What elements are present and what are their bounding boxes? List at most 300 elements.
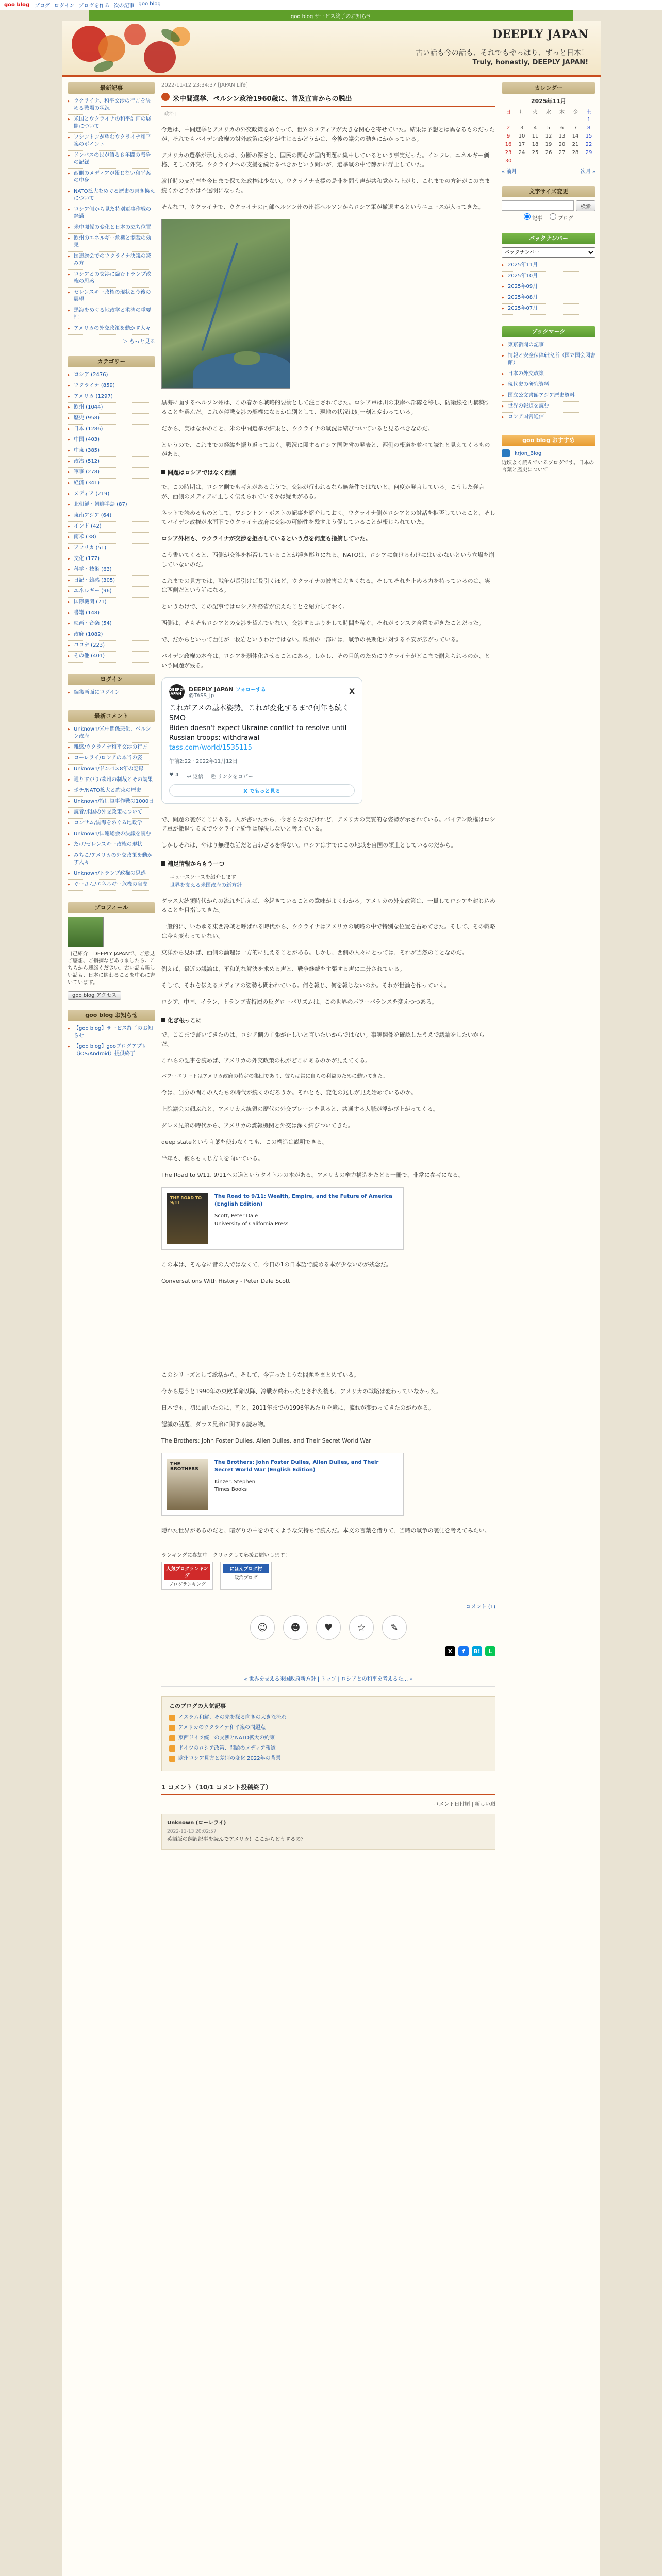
bookmark-link[interactable]: 情報と安全保障研究所（国立国会図書館）: [508, 353, 595, 366]
recommend-heading: goo blog おすすめ: [502, 435, 595, 446]
notice-link[interactable]: 【goo blog】サービス終了のお知らせ: [74, 1026, 153, 1039]
archive-select[interactable]: [502, 247, 595, 258]
list-item[interactable]: [68, 133, 155, 151]
ranking-label: ランキングに参加中。クリックして応援お願いします！: [161, 1553, 290, 1558]
list-item[interactable]: [502, 413, 595, 423]
goo-notice-heading: goo blog お知らせ: [68, 1010, 155, 1021]
post-title-icon: [161, 93, 170, 101]
book-title-link[interactable]: The Brothers: John Foster Dulles, Allen Dulles, and Their Secret World War (English Edition): [214, 1460, 379, 1473]
list-item[interactable]: [502, 391, 595, 402]
list-item[interactable]: [68, 446, 155, 457]
list-item[interactable]: [68, 797, 155, 808]
radio-article[interactable]: [524, 213, 542, 222]
share-buttons: [161, 1646, 495, 1656]
radio-blog-input[interactable]: [550, 213, 556, 220]
calendar-day[interactable]: 27: [558, 149, 566, 156]
comment-link[interactable]: Unknown/ドンバス8年の記録: [74, 766, 144, 772]
blog-title[interactable]: DEEPLY JAPAN: [492, 28, 588, 41]
calendar-day[interactable]: 10: [518, 133, 525, 139]
recent-post-link[interactable]: 欧州のエネルギー危機と制裁の効果: [74, 235, 151, 248]
calendar-day[interactable]: 22: [585, 141, 592, 147]
related-link[interactable]: 東西ドイツ統一の交渉とNATO拡大の約束: [178, 1735, 275, 1741]
list-item[interactable]: [68, 381, 155, 392]
recent-post-link[interactable]: 黒海をめぐる地政学と港湾の重要性: [74, 308, 151, 320]
list-item[interactable]: [68, 587, 155, 598]
heart-icon[interactable]: ♥: [316, 1615, 341, 1640]
list-item[interactable]: [68, 500, 155, 511]
comment-count-link[interactable]: コメント (1): [466, 1604, 495, 1610]
category-list: [68, 370, 155, 663]
notice-link[interactable]: 【goo blog】gooブログアプリ（iOS/Android）提供終了: [74, 1044, 147, 1057]
tweet-text-jp: これがアメの基本姿勢。これが変化するまで何年も続くSMO: [169, 704, 350, 722]
recent-post-link[interactable]: 西側のメディアが報じない和平案の中身: [74, 171, 151, 183]
calendar-day[interactable]: 26: [545, 149, 552, 156]
login-box: [68, 674, 155, 699]
list-item[interactable]: [68, 652, 155, 663]
category-link[interactable]: アフリカ (51): [74, 545, 107, 551]
list-item[interactable]: [68, 641, 155, 652]
leaf-art: [92, 59, 115, 75]
calendar-day[interactable]: 23: [505, 149, 512, 156]
category-link[interactable]: アメリカ (1297): [74, 394, 113, 399]
bookmark-link[interactable]: 世界の報道を読む: [508, 403, 549, 409]
paragraph: ダラス大統領時代からの流れを追えば、今起きていることの意味がよくわかる。アメリカの外交政策は、一貫してロシアを封じ込めることを目指してきた。: [161, 897, 495, 913]
calendar-day[interactable]: 9: [506, 133, 510, 139]
list-item[interactable]: [68, 565, 155, 576]
calendar-next-link[interactable]: 次月 »: [580, 169, 595, 175]
calendar-day[interactable]: 11: [532, 133, 539, 139]
list-item[interactable]: [68, 522, 155, 533]
list-item[interactable]: [68, 775, 155, 786]
satellite-map-image[interactable]: [161, 219, 290, 389]
list-item[interactable]: [68, 270, 155, 288]
book-cover[interactable]: THE BROTHERS: [167, 1459, 208, 1510]
category-link[interactable]: 書籍 (148): [74, 610, 100, 616]
paragraph: Conversations With History - Peter Dale Scott: [161, 1278, 290, 1284]
book-title-link[interactable]: The Road to 9/11: Wealth, Empire, and the Future of America (English Edition): [214, 1194, 392, 1207]
recent-posts-box: [68, 82, 155, 345]
list-item[interactable]: [502, 272, 595, 282]
category-link[interactable]: 経済 (341): [74, 480, 100, 486]
blog-subtitle: 古い話も今の話も、それでもやっぱり、ずっと日本！: [415, 49, 588, 57]
calendar-day[interactable]: 13: [558, 133, 566, 139]
list-item[interactable]: [68, 306, 155, 324]
recent-post-link[interactable]: NATO拡大をめぐる歴史の書き換えについて: [74, 189, 155, 201]
list-item[interactable]: [68, 829, 155, 840]
category-link[interactable]: 中東 (385): [74, 448, 100, 453]
list-item[interactable]: [68, 223, 155, 234]
comment-link[interactable]: ローレライ/ロシアの本当の姿: [74, 755, 142, 761]
list-item[interactable]: [68, 630, 155, 641]
calendar-day[interactable]: 1: [587, 116, 591, 123]
list-item[interactable]: [502, 341, 595, 351]
square-bullet-icon: [161, 861, 166, 866]
category-link[interactable]: 東南アジア (64): [74, 513, 112, 518]
list-item[interactable]: [68, 187, 155, 205]
calendar-prev-link[interactable]: « 前月: [502, 169, 517, 175]
list-item[interactable]: [68, 1042, 155, 1060]
list-item[interactable]: [68, 425, 155, 435]
calendar-day[interactable]: 29: [585, 149, 592, 156]
paragraph: ロシア、中国、イラン、トランプ支持層の反グローバリズムは、この世界のパワーバランスを変えつつある。: [161, 998, 438, 1005]
related-link[interactable]: 欧州ロシア見方と差別の変化 2022年の背景: [178, 1756, 281, 1761]
tweet-embed[interactable]: [161, 677, 362, 804]
list-item[interactable]: [68, 840, 155, 851]
list-item[interactable]: [68, 725, 155, 743]
list-item[interactable]: [502, 304, 595, 315]
category-link[interactable]: コロナ (223): [74, 642, 105, 648]
calendar-day[interactable]: 21: [572, 141, 579, 147]
goo-notice-box: [68, 1010, 155, 1060]
recent-post-link[interactable]: ドンバスの民が語る８年間の戦争の記録: [74, 152, 151, 165]
calendar-day[interactable]: 12: [545, 133, 552, 139]
list-item[interactable]: [68, 808, 155, 819]
archive-link[interactable]: 2025年08月: [508, 295, 538, 300]
comment-link[interactable]: みちこ/アメリカの外交政策を動かす人々: [74, 853, 153, 866]
list-item[interactable]: [68, 743, 155, 754]
book-card[interactable]: [161, 1453, 404, 1516]
recent-post-link[interactable]: ロシアとの交渉に臨むトランプ政権の思惑: [74, 272, 151, 284]
profile-image[interactable]: [68, 917, 104, 947]
page: [62, 21, 600, 2576]
paragraph: この本は、そんなに昔の人ではなくて、今日の1の日本語で読める本が少ないのが残念だ。: [161, 1261, 392, 1268]
search-input[interactable]: [502, 200, 574, 211]
comments-heading: 1 コメント（10/1 コメント投稿終了）: [161, 1783, 495, 1795]
book-card[interactable]: [161, 1187, 404, 1250]
tweet-name[interactable]: DEEPLY JAPAN: [189, 686, 234, 693]
list-item[interactable]: [68, 414, 155, 425]
paragraph: 今から思うと1990年の東欧革命以降、冷戦が終わったとされた後も、アメリカの戦略は変わっていなかった。: [161, 1388, 442, 1395]
list-item[interactable]: [68, 869, 155, 880]
paragraph: というので、これまでの経緯を振り返っておく。戦況に関するロシア国防省の発表と、西側の報道を並べて読むと見えてくるものがある。: [161, 442, 490, 457]
archive-link[interactable]: 2025年10月: [508, 273, 538, 279]
list-item[interactable]: [169, 1745, 488, 1752]
archive-link[interactable]: 2025年11月: [508, 262, 538, 268]
bookmark-list: [502, 341, 595, 423]
list-item[interactable]: [68, 403, 155, 414]
list-item[interactable]: [68, 765, 155, 775]
comment-author[interactable]: Unknown (ローレライ): [167, 1820, 226, 1826]
paragraph: 隠れた世界があるのだと、暗がりの中をのぞくような気持ちで読んだ。本文の言葉を借りて、当時の戦争の裏側を考えてみたい。: [161, 1527, 490, 1534]
recommend-box: [502, 435, 595, 474]
x-share-icon[interactable]: X: [445, 1646, 455, 1656]
recent-post-link[interactable]: 国連総会でのウクライナ決議の読み方: [74, 253, 151, 266]
list-item[interactable]: [68, 1024, 155, 1042]
comment-link[interactable]: ポチ/NATO拡大と約束の歴史: [74, 788, 141, 793]
calendar-day[interactable]: 25: [532, 149, 539, 156]
goo-nav-next[interactable]: 次の記事: [113, 3, 135, 9]
category-link[interactable]: 北朝鮮・朝鮮半島 (87): [74, 502, 127, 507]
calendar-box: [502, 82, 595, 175]
calendar-day[interactable]: 3: [520, 125, 524, 131]
list-item[interactable]: [502, 380, 595, 391]
calendar-day[interactable]: 20: [558, 141, 566, 147]
category-link[interactable]: 映画・音楽 (54): [74, 621, 112, 626]
category-link[interactable]: 南米 (38): [74, 534, 96, 540]
list-item[interactable]: [68, 619, 155, 630]
comment-link[interactable]: Unknown/トランプ政権の思惑: [74, 871, 146, 876]
paragraph: そして、それを伝えるメディアの姿勢も問われている。何を報じ、何を報じないのか。それが世論を作っていく。: [161, 982, 450, 989]
recent-comments-heading: 最新コメント: [68, 710, 155, 722]
bookmark-link[interactable]: 東京新聞の記事: [508, 342, 544, 348]
comment-link[interactable]: ロンサム/黒海をめぐる地政学: [74, 820, 142, 826]
list-item[interactable]: [68, 468, 155, 479]
category-link[interactable]: 中国 (403): [74, 437, 100, 443]
calendar-day[interactable]: 18: [532, 141, 539, 147]
tweet-follow-button[interactable]: フォローする: [235, 687, 266, 693]
calendar-day[interactable]: 30: [505, 158, 512, 164]
calendar-day[interactable]: 14: [572, 133, 579, 139]
calendar-day[interactable]: 19: [545, 141, 552, 147]
blog-access-button[interactable]: goo blog アクセス: [68, 991, 121, 1000]
prev-next-links[interactable]: « 世界を支える米国政府新方針 | トップ | ロシアとの和平を考えるた... »: [244, 1676, 413, 1682]
calendar-day[interactable]: 2: [506, 125, 510, 131]
paragraph: 例えば、最近の議論は、平和的な解決を求める声と、戦争継続を主張する声に二分されている。: [161, 965, 405, 972]
category-link[interactable]: 国際機関 (71): [74, 599, 107, 605]
tweet-time[interactable]: 午前2:22 · 2022年11月12日: [169, 759, 238, 765]
tweet-handle[interactable]: @TASS_Jp: [189, 693, 214, 699]
prev-next-nav: [161, 1670, 495, 1687]
laugh-icon[interactable]: ☻: [283, 1615, 308, 1640]
list-item[interactable]: [169, 1724, 488, 1732]
reply-action[interactable]: [187, 772, 204, 780]
paragraph: これまでの見方では、戦争が長引けば長引くほど、ウクライナの被害は大きくなる。そしてそれを止める力を持っているのは、実は西側だという話になる。: [161, 578, 490, 594]
ranking-badge-nihon[interactable]: [220, 1562, 272, 1590]
recent-post-link[interactable]: 米中関係の変化と日本の立ち位置: [74, 225, 151, 230]
quote-link[interactable]: 世界を支える米国政府の新方針: [170, 883, 242, 888]
list-item[interactable]: [68, 115, 155, 133]
calendar-day[interactable]: 28: [572, 149, 579, 156]
calendar-day[interactable]: 5: [547, 125, 551, 131]
section-heading-text: 問題はロシアではなく西側: [168, 469, 236, 476]
goo-nav-goo[interactable]: goo blog: [138, 1, 161, 7]
category-link[interactable]: ウクライナ (859): [74, 383, 115, 388]
category-link[interactable]: 政治 (512): [74, 459, 100, 464]
calendar-day: [542, 157, 555, 165]
category-link[interactable]: 文化 (177): [74, 556, 100, 562]
list-item[interactable]: [68, 370, 155, 381]
ranking-badge-popular[interactable]: [161, 1562, 213, 1590]
list-item[interactable]: [502, 293, 595, 304]
list-item[interactable]: [68, 97, 155, 115]
list-item[interactable]: [68, 554, 155, 565]
goo-nav-login[interactable]: ログイン: [54, 3, 75, 9]
radio-blog[interactable]: [550, 213, 573, 222]
quote-block: [161, 874, 495, 889]
section-heading: [161, 1016, 495, 1024]
book-cover[interactable]: THE ROAD TO 9/11: [167, 1193, 208, 1244]
service-end-notice[interactable]: goo blog サービス終了のお知らせ: [89, 10, 573, 21]
calendar-month: 2025年11月: [531, 98, 566, 105]
category-link[interactable]: 歴史 (958): [74, 415, 100, 421]
list-item[interactable]: [68, 457, 155, 468]
related-link[interactable]: ドイツのロシア政策、問題のメディア報道: [178, 1745, 276, 1751]
star-icon[interactable]: ☆: [349, 1615, 374, 1640]
post-date: 2022-11-12 23:34:37 [JAPAN Life]: [161, 82, 248, 88]
calendar-day[interactable]: 6: [560, 125, 564, 131]
list-item[interactable]: [68, 598, 155, 608]
list-item[interactable]: [68, 754, 155, 765]
list-item[interactable]: [68, 544, 155, 554]
comment-link[interactable]: Unknown/米中関係悪化、ペルシン政府: [74, 726, 151, 739]
category-link[interactable]: エネルギー (96): [74, 588, 112, 594]
badge-title: にほんブログ村: [223, 1564, 269, 1573]
paragraph: The Road to 9/11, 9/11への道というタイトルの本がある。アメリカの権力構造をたどる一冊で、非常に参考になる。: [161, 1172, 464, 1178]
category-link[interactable]: 日本 (1286): [74, 426, 103, 432]
list-item[interactable]: [68, 511, 155, 522]
comment-sort[interactable]: コメント日付順 | 新しい順: [434, 1802, 495, 1807]
goo-logo[interactable]: goo blog: [4, 2, 29, 8]
related-link[interactable]: アメリカのウクライナ和平案の問題点: [178, 1725, 266, 1731]
list-item[interactable]: [68, 205, 155, 223]
bookmark-heading: ブックマーク: [502, 326, 595, 337]
facebook-share-icon[interactable]: f: [458, 1646, 469, 1656]
post-title-text[interactable]: 米中間選挙、ペルシン政治1960歳に、普及宣言からの脱出: [173, 95, 352, 103]
list-item[interactable]: [68, 489, 155, 500]
search-button[interactable]: 検索: [576, 200, 595, 211]
list-item[interactable]: [68, 288, 155, 306]
post-title[interactable]: [161, 90, 495, 107]
list-item[interactable]: [68, 392, 155, 403]
recent-post-link[interactable]: ロシア側から見た特別軍事作戦の経過: [74, 207, 151, 219]
weekday-label: 土: [586, 109, 591, 115]
archive-link[interactable]: 2025年07月: [508, 306, 538, 311]
category-link[interactable]: 科学・技術 (63): [74, 567, 112, 572]
tweet-text-en: Biden doesn't expect Ukraine conflict to resolve until Russian troops: withdrawal: [169, 724, 347, 742]
calendar-day[interactable]: 16: [505, 141, 512, 147]
calendar-day: [528, 157, 542, 165]
tweet-header: [169, 684, 355, 700]
comment-time: 2022-11-13 20:02:57: [167, 1829, 217, 1834]
category-link[interactable]: インド (42): [74, 523, 102, 529]
category-link[interactable]: 政府 (1082): [74, 632, 103, 637]
tweet-actions: [169, 769, 355, 780]
x-logo-icon[interactable]: X: [349, 688, 355, 696]
comment-link[interactable]: Unknown/国連総会の決議を読む: [74, 831, 151, 837]
radio-article-input[interactable]: [524, 213, 531, 220]
list-item[interactable]: [502, 402, 595, 413]
recent-post-link[interactable]: 米国とウクライナの和平計画の展開について: [74, 116, 151, 129]
tweet-link[interactable]: tass.com/world/1535115: [169, 744, 252, 752]
list-item[interactable]: [68, 786, 155, 797]
calendar-day: [582, 157, 595, 165]
line-share-icon[interactable]: L: [485, 1646, 495, 1656]
bookmark-link[interactable]: 現代史の研究資料: [508, 382, 549, 387]
paragraph: で、問題の裏がここにある。人が書いたから、今さらなのだけれど、アメリカの実質的な姿勢が示されている。バイデン政権はロシア軍が撤退するまでウクライナ紛争は解決しないと考えている。: [161, 816, 495, 832]
calendar-day[interactable]: 8: [587, 125, 591, 131]
copy-link-action[interactable]: [211, 772, 253, 780]
list-item[interactable]: [502, 351, 595, 369]
paragraph: 半年も、彼らも同じ方向を向いている。: [161, 1155, 263, 1162]
comment-link[interactable]: 通りすがり/欧州の制裁とその効果: [74, 777, 153, 783]
bookmark-link[interactable]: ロシア国営通信: [508, 414, 544, 420]
square-bullet-icon: [161, 470, 166, 474]
related-link[interactable]: イスラム和解、その先を探る向きの大きな流れ: [178, 1715, 287, 1720]
recent-post-link[interactable]: アメリカの外交政策を動かす人々: [74, 326, 151, 331]
hatena-share-icon[interactable]: B!: [472, 1646, 482, 1656]
list-item[interactable]: [68, 234, 155, 252]
comment-link[interactable]: たけ/ゼレンスキー政権の現状: [74, 842, 142, 848]
category-link[interactable]: 軍事 (278): [74, 469, 100, 475]
recent-post-link[interactable]: ワシントンが望むウクライナ和平案のポイント: [74, 134, 151, 147]
list-item[interactable]: [68, 608, 155, 619]
archive-link[interactable]: 2025年09月: [508, 284, 538, 290]
category-link[interactable]: 欧州 (1044): [74, 404, 103, 410]
list-item[interactable]: [502, 261, 595, 272]
list-item[interactable]: [68, 880, 155, 891]
goo-nav-create[interactable]: ブログを作る: [78, 3, 110, 9]
comment-link[interactable]: ぐーさん/エネルギー危機の実際: [74, 882, 148, 887]
list-item[interactable]: [169, 1755, 488, 1762]
goo-nav-blog[interactable]: ブログ: [35, 3, 50, 9]
calendar-day: [515, 157, 528, 165]
bookmark-link[interactable]: 国立公文書館アジア歴史資料: [508, 393, 575, 398]
paragraph: 就任時の支持率を今日まで保てた政権は少ない。ウクライナ支援の是非を問う声が共和党から上がり、これまでの方針がこのまま続くかどうかは不透明になった。: [161, 178, 490, 194]
related-heading: このブログの人気記事: [169, 1703, 226, 1709]
list-item[interactable]: [68, 324, 155, 335]
calendar-day[interactable]: 24: [518, 149, 525, 156]
recent-more-link[interactable]: ＞ もっと見る: [122, 339, 155, 345]
list-item[interactable]: [68, 851, 155, 869]
category-link[interactable]: ロシア (2476): [74, 372, 108, 378]
see-more-on-x-button[interactable]: X でもっと見る: [169, 784, 355, 797]
list-item[interactable]: [502, 282, 595, 293]
smile-icon[interactable]: ☺: [250, 1615, 275, 1640]
calendar-day[interactable]: 4: [533, 125, 537, 131]
pencil-icon[interactable]: ✎: [382, 1615, 407, 1640]
post-category[interactable]: | 政治 |: [161, 112, 177, 117]
book-publisher: University of California Press: [214, 1221, 289, 1227]
recent-post-link[interactable]: ゼレンスキー政権の現状と今後の展望: [74, 290, 151, 302]
comment-link[interactable]: 読者/米国の外交政策について: [74, 809, 143, 815]
recent-posts-heading: 最新記事: [68, 82, 155, 94]
list-item[interactable]: [68, 479, 155, 489]
recent-posts-list: [68, 97, 155, 335]
paragraph: 西側は、そもそもロシアとの交渉を望んでいない。交渉するふりをして時間を稼ぐ、それがミンスク合意で起きたことだった。: [161, 620, 485, 626]
category-link[interactable]: メディア (219): [74, 491, 110, 497]
list-item[interactable]: [68, 252, 155, 270]
recommend-blog-link[interactable]: Ikrjon_Blog: [513, 450, 542, 456]
list-item[interactable]: [68, 688, 155, 699]
list-item[interactable]: [169, 1714, 488, 1721]
list-item[interactable]: [68, 533, 155, 544]
list-item[interactable]: [68, 435, 155, 446]
category-link[interactable]: その他 (401): [74, 653, 105, 659]
calendar-day[interactable]: 7: [573, 125, 577, 131]
login-link[interactable]: 編集画面にログイン: [74, 690, 120, 696]
comment-link[interactable]: Unknown/特別軍事作戦の1000日: [74, 799, 154, 804]
list-item[interactable]: [502, 369, 595, 380]
paragraph: 今週は、中間選挙とアメリカの外交政策をめぐって、世界のメディアが大きな関心を寄せていた。結果は予想とは異なるものだったが、それでもバイデン政権の対外政策に変化が生じるかどうかは、今後の議会の動きにかかっている。: [161, 126, 495, 142]
category-link[interactable]: 日記・雑感 (305): [74, 578, 115, 583]
calendar-day[interactable]: 15: [585, 133, 592, 139]
paragraph: ネットで読めるものとして、ワシントン・ポストの記事を紹介しておく。ウクライナ側がロシアとの対話を拒否していること、そしてバイデン政権が水面下でウクライナ政府に交渉の可能性を残すよう促していることが報じられていた。: [161, 510, 495, 526]
list-item[interactable]: [68, 151, 155, 169]
tweet-avatar[interactable]: DEEPLY JAPAN: [169, 684, 185, 700]
list-item[interactable]: [68, 819, 155, 829]
list-item[interactable]: [68, 576, 155, 587]
paragraph: で、だからといって西側が一枚岩というわけではない。欧州の一部には、戦争の長期化に対する不安が広がっている。: [161, 636, 462, 643]
goo-top-bar: [0, 0, 662, 10]
quote-label: ニュースソースを紹介します: [170, 875, 236, 880]
list-item[interactable]: [68, 169, 155, 187]
like-button[interactable]: [169, 772, 179, 780]
bookmark-link[interactable]: 日本の外交政策: [508, 371, 544, 377]
calendar-day[interactable]: 17: [518, 141, 525, 147]
list-item[interactable]: [169, 1735, 488, 1742]
recent-post-link[interactable]: ウクライナ、和平交渉の行方を決める戦場の状況: [74, 98, 151, 111]
comment-link[interactable]: 雑感/ウクライナ和平交渉の行方: [74, 744, 148, 750]
